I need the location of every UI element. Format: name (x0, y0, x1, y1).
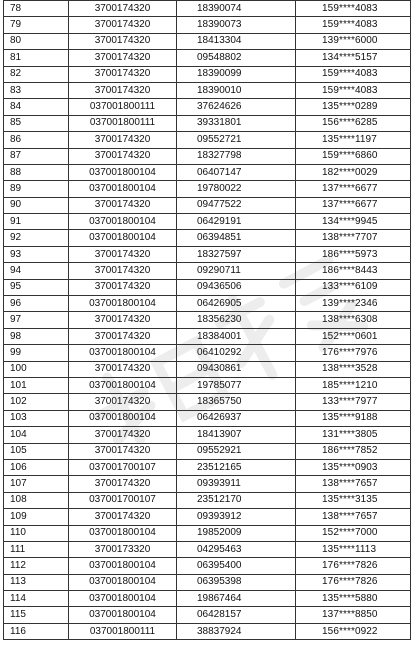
row-number-cell: 37624626 (177, 99, 296, 115)
row-index-cell: 83 (4, 82, 69, 98)
row-code-cell: 3700174320 (69, 394, 177, 410)
row-code-cell: 3700174320 (69, 246, 177, 262)
table-row (4, 197, 411, 213)
row-index-cell: 115 (4, 607, 69, 623)
row-code-cell: 3700174320 (69, 66, 177, 82)
table-row (4, 607, 411, 623)
row-phone-cell: 156****0922 (296, 623, 411, 639)
row-number-cell: 06426905 (177, 296, 296, 312)
row-phone-cell: 152****0601 (296, 328, 411, 344)
table-row (4, 263, 411, 279)
row-index-cell: 112 (4, 558, 69, 574)
table-row (4, 99, 411, 115)
row-phone-cell: 138****6308 (296, 312, 411, 328)
row-phone-cell: 135****3135 (296, 492, 411, 508)
row-number-cell: 06394851 (177, 230, 296, 246)
records-table-body (4, 1, 411, 640)
row-index-cell: 99 (4, 345, 69, 361)
row-number-cell: 18327798 (177, 148, 296, 164)
row-phone-cell: 159****4083 (296, 17, 411, 33)
row-phone-cell: 186****7852 (296, 443, 411, 459)
row-code-cell: 3700174320 (69, 509, 177, 525)
table-row (4, 492, 411, 508)
row-index-cell: 80 (4, 33, 69, 49)
table-row (4, 230, 411, 246)
row-phone-cell: 135****1197 (296, 132, 411, 148)
row-phone-cell: 138****7707 (296, 230, 411, 246)
row-code-cell: 037001800111 (69, 623, 177, 639)
row-phone-cell: 135****0289 (296, 99, 411, 115)
row-code-cell: 037001700107 (69, 492, 177, 508)
row-phone-cell: 137****6677 (296, 197, 411, 213)
table-row (4, 509, 411, 525)
row-code-cell: 037001700107 (69, 459, 177, 475)
document-page (3, 0, 410, 640)
table-row (4, 82, 411, 98)
row-index-cell: 104 (4, 427, 69, 443)
row-number-cell: 39331801 (177, 115, 296, 131)
table-row (4, 459, 411, 475)
row-code-cell: 3700174320 (69, 476, 177, 492)
row-index-cell: 114 (4, 591, 69, 607)
row-index-cell: 113 (4, 574, 69, 590)
row-code-cell: 037001800104 (69, 525, 177, 541)
row-number-cell: 06395400 (177, 558, 296, 574)
table-row (4, 443, 411, 459)
table-row (4, 115, 411, 131)
row-index-cell: 111 (4, 541, 69, 557)
table-row (4, 279, 411, 295)
row-code-cell: 037001800104 (69, 214, 177, 230)
row-phone-cell: 176****7976 (296, 345, 411, 361)
table-row (4, 1, 411, 17)
row-code-cell: 3700174320 (69, 82, 177, 98)
row-phone-cell: 176****7826 (296, 558, 411, 574)
table-row (4, 410, 411, 426)
row-phone-cell: 138****7657 (296, 509, 411, 525)
row-phone-cell: 137****6677 (296, 181, 411, 197)
row-number-cell: 06407147 (177, 164, 296, 180)
row-index-cell: 79 (4, 17, 69, 33)
row-index-cell: 88 (4, 164, 69, 180)
row-code-cell: 3700173320 (69, 541, 177, 557)
row-index-cell: 103 (4, 410, 69, 426)
row-index-cell: 106 (4, 459, 69, 475)
row-index-cell: 105 (4, 443, 69, 459)
row-code-cell: 037001800104 (69, 296, 177, 312)
row-phone-cell: 159****6860 (296, 148, 411, 164)
table-row (4, 164, 411, 180)
row-code-cell: 3700174320 (69, 263, 177, 279)
row-number-cell: 06395398 (177, 574, 296, 590)
row-phone-cell: 131****3805 (296, 427, 411, 443)
row-code-cell: 037001800104 (69, 164, 177, 180)
row-number-cell: 06410292 (177, 345, 296, 361)
row-index-cell: 102 (4, 394, 69, 410)
row-index-cell: 91 (4, 214, 69, 230)
row-phone-cell: 135****9188 (296, 410, 411, 426)
table-row (4, 541, 411, 557)
table-row (4, 181, 411, 197)
row-number-cell: 09393912 (177, 509, 296, 525)
table-row (4, 214, 411, 230)
row-code-cell: 3700174320 (69, 328, 177, 344)
row-number-cell: 19867464 (177, 591, 296, 607)
row-number-cell: 09290711 (177, 263, 296, 279)
table-row (4, 591, 411, 607)
row-index-cell: 95 (4, 279, 69, 295)
row-number-cell: 18390010 (177, 82, 296, 98)
row-phone-cell: 134****9945 (296, 214, 411, 230)
row-number-cell: 18390074 (177, 1, 296, 17)
table-row (4, 377, 411, 393)
records-table (3, 0, 411, 640)
row-code-cell: 3700174320 (69, 33, 177, 49)
row-number-cell: 23512165 (177, 459, 296, 475)
row-phone-cell: 159****4083 (296, 1, 411, 17)
row-index-cell: 78 (4, 1, 69, 17)
row-number-cell: 18390099 (177, 66, 296, 82)
row-phone-cell: 186****8443 (296, 263, 411, 279)
table-row (4, 246, 411, 262)
row-phone-cell: 134****5157 (296, 50, 411, 66)
row-phone-cell: 137****8850 (296, 607, 411, 623)
row-phone-cell: 156****6285 (296, 115, 411, 131)
row-number-cell: 19785077 (177, 377, 296, 393)
row-index-cell: 108 (4, 492, 69, 508)
table-row (4, 558, 411, 574)
row-phone-cell: 133****6109 (296, 279, 411, 295)
row-number-cell: 18356230 (177, 312, 296, 328)
row-index-cell: 93 (4, 246, 69, 262)
row-number-cell: 18413304 (177, 33, 296, 49)
row-number-cell: 04295463 (177, 541, 296, 557)
row-number-cell: 06428157 (177, 607, 296, 623)
row-phone-cell: 176****7826 (296, 574, 411, 590)
row-phone-cell: 133****7977 (296, 394, 411, 410)
row-index-cell: 100 (4, 361, 69, 377)
row-code-cell: 037001800111 (69, 99, 177, 115)
row-number-cell: 09477522 (177, 197, 296, 213)
row-index-cell: 87 (4, 148, 69, 164)
row-phone-cell: 159****4083 (296, 82, 411, 98)
row-code-cell: 3700174320 (69, 17, 177, 33)
row-number-cell: 18413907 (177, 427, 296, 443)
row-index-cell: 90 (4, 197, 69, 213)
row-index-cell: 98 (4, 328, 69, 344)
row-number-cell: 09552721 (177, 132, 296, 148)
row-phone-cell: 138****3528 (296, 361, 411, 377)
row-code-cell: 037001800104 (69, 345, 177, 361)
row-number-cell: 09548802 (177, 50, 296, 66)
row-code-cell: 037001800104 (69, 591, 177, 607)
row-code-cell: 037001800104 (69, 181, 177, 197)
row-code-cell: 3700174320 (69, 312, 177, 328)
row-number-cell: 19852009 (177, 525, 296, 541)
row-number-cell: 19780022 (177, 181, 296, 197)
row-index-cell: 89 (4, 181, 69, 197)
table-row (4, 132, 411, 148)
row-index-cell: 92 (4, 230, 69, 246)
row-code-cell: 037001800104 (69, 558, 177, 574)
table-row (4, 345, 411, 361)
row-code-cell: 037001800104 (69, 607, 177, 623)
row-index-cell: 109 (4, 509, 69, 525)
table-row (4, 525, 411, 541)
row-phone-cell: 135****5880 (296, 591, 411, 607)
row-index-cell: 110 (4, 525, 69, 541)
row-number-cell: 09393911 (177, 476, 296, 492)
row-phone-cell: 139****6000 (296, 33, 411, 49)
row-phone-cell: 138****7657 (296, 476, 411, 492)
row-number-cell: 09436506 (177, 279, 296, 295)
row-phone-cell: 139****2346 (296, 296, 411, 312)
row-index-cell: 97 (4, 312, 69, 328)
row-code-cell: 3700174320 (69, 427, 177, 443)
row-code-cell: 037001800111 (69, 115, 177, 131)
row-code-cell: 037001800104 (69, 410, 177, 426)
table-row (4, 312, 411, 328)
row-phone-cell: 182****0029 (296, 164, 411, 180)
table-row (4, 296, 411, 312)
row-index-cell: 116 (4, 623, 69, 639)
table-row (4, 66, 411, 82)
table-row (4, 476, 411, 492)
table-row (4, 427, 411, 443)
row-phone-cell: 152****7000 (296, 525, 411, 541)
row-number-cell: 09430861 (177, 361, 296, 377)
table-row (4, 623, 411, 639)
row-index-cell: 94 (4, 263, 69, 279)
row-code-cell: 3700174320 (69, 443, 177, 459)
table-row (4, 328, 411, 344)
row-index-cell: 82 (4, 66, 69, 82)
row-code-cell: 3700174320 (69, 148, 177, 164)
table-row (4, 574, 411, 590)
row-index-cell: 101 (4, 377, 69, 393)
row-number-cell: 09552921 (177, 443, 296, 459)
row-index-cell: 96 (4, 296, 69, 312)
row-number-cell: 18384001 (177, 328, 296, 344)
row-code-cell: 3700174320 (69, 279, 177, 295)
row-number-cell: 18390073 (177, 17, 296, 33)
row-phone-cell: 135****1113 (296, 541, 411, 557)
row-number-cell: 18365750 (177, 394, 296, 410)
table-row (4, 17, 411, 33)
table-row (4, 361, 411, 377)
row-index-cell: 84 (4, 99, 69, 115)
row-code-cell: 037001800104 (69, 377, 177, 393)
row-index-cell: 107 (4, 476, 69, 492)
table-row (4, 33, 411, 49)
row-code-cell: 3700174320 (69, 50, 177, 66)
row-code-cell: 3700174320 (69, 197, 177, 213)
row-number-cell: 23512170 (177, 492, 296, 508)
row-code-cell: 3700174320 (69, 1, 177, 17)
row-phone-cell: 186****5973 (296, 246, 411, 262)
row-code-cell: 3700174320 (69, 132, 177, 148)
row-index-cell: 86 (4, 132, 69, 148)
row-phone-cell: 135****0903 (296, 459, 411, 475)
row-phone-cell: 159****4083 (296, 66, 411, 82)
table-row (4, 394, 411, 410)
row-index-cell: 81 (4, 50, 69, 66)
table-row (4, 50, 411, 66)
row-code-cell: 3700174320 (69, 361, 177, 377)
table-row (4, 148, 411, 164)
row-number-cell: 18327597 (177, 246, 296, 262)
row-number-cell: 06429191 (177, 214, 296, 230)
row-code-cell: 037001800104 (69, 230, 177, 246)
row-phone-cell: 185****1210 (296, 377, 411, 393)
row-number-cell: 06426937 (177, 410, 296, 426)
row-code-cell: 037001800104 (69, 574, 177, 590)
row-index-cell: 85 (4, 115, 69, 131)
row-number-cell: 38837924 (177, 623, 296, 639)
